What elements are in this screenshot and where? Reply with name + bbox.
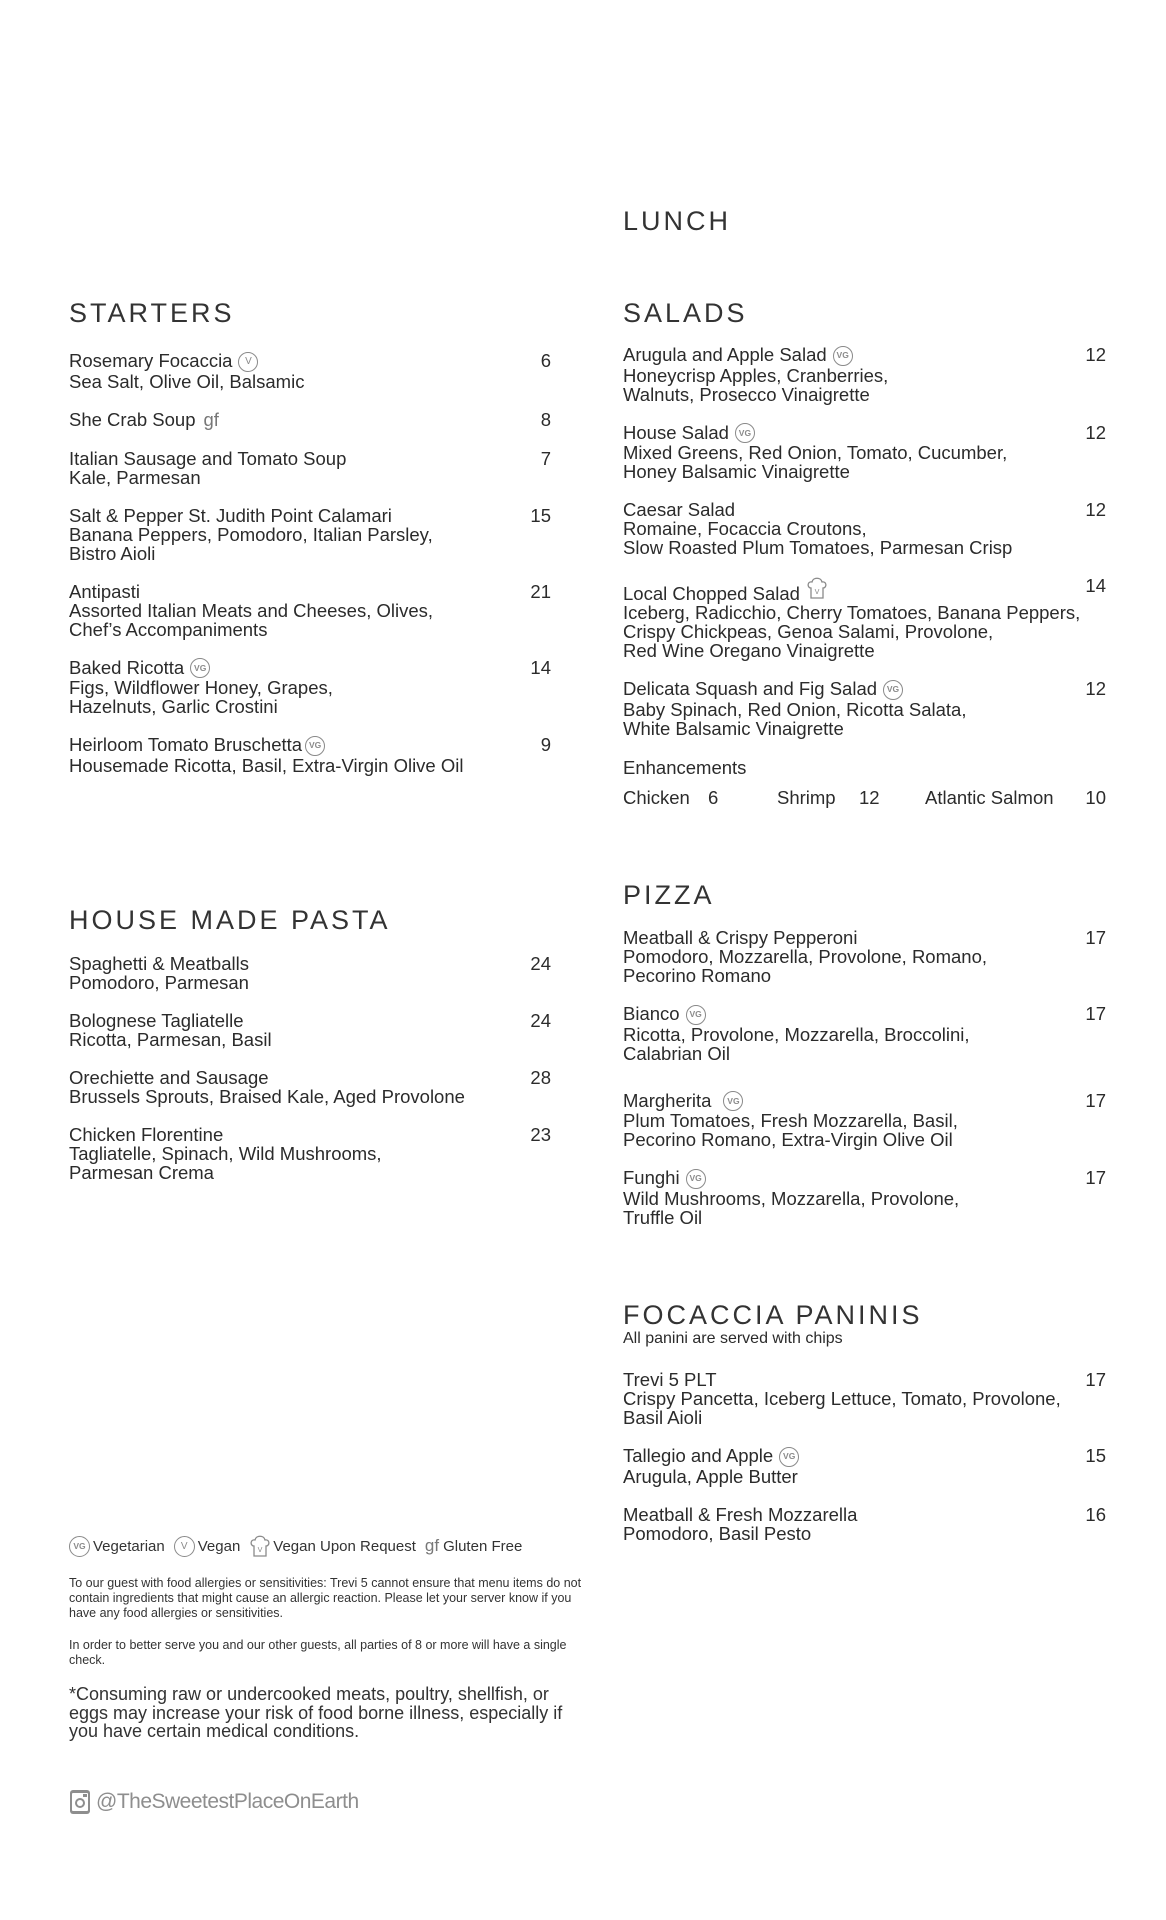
item-desc: Plum Tomatoes, Fresh Mozzarella, Basil, [623,1110,958,1131]
item-desc: Ricotta, Parmesan, Basil [69,1029,272,1050]
menu-item [623,576,1106,660]
vegan-upon-request-icon [806,576,828,600]
item-price: 21 [530,580,551,602]
item-name: Local Chopped Salad [623,583,800,604]
legend-label: Vegetarian [93,1537,165,1555]
gluten-free-mark: gf [424,1536,440,1555]
menu-item [69,735,551,775]
menu-item [623,928,1106,985]
item-name: Antipasti [69,580,140,602]
item-name: Bolognese Tagliatelle [69,1010,244,1031]
menu-item [623,500,1106,557]
item-desc: Baby Spinach, Red Onion, Ricotta Salata, [623,698,967,720]
legend-label: Vegan Upon Request [273,1537,416,1555]
item-desc: Kale, Parmesan [69,466,201,488]
enhancement-name: Chicken [623,786,690,808]
vegan-upon-request-icon [249,1533,271,1559]
item-price: 17 [1085,1167,1106,1188]
item-desc: Pomodoro, Basil Pesto [623,1522,812,1544]
parties-note: In order to better serve you and our other guests, all parties of 8 or more will have a single check. [69,1638,567,1667]
diet-legend [69,1533,589,1559]
vegetarian-icon: VG [883,680,903,700]
item-price: 12 [1085,421,1106,443]
instagram-icon [69,1788,91,1816]
item-desc: Calabrian Oil [623,1042,730,1064]
item-desc: Pecorino Romano [623,965,772,986]
item-name: Funghi [623,1167,680,1188]
item-name: House Salad [623,421,729,443]
item-price: 28 [530,1067,551,1088]
vegetarian-icon: VG [305,736,325,756]
menu-item [69,1068,551,1106]
vegetarian-icon: VG [190,658,210,678]
item-price: 24 [530,953,551,974]
legend-gluten-free [425,1536,522,1556]
item-desc: White Balsamic Vinaigrette [623,717,844,739]
item-desc: Tagliatelle, Spinach, Wild Mushrooms, [69,1143,382,1164]
item-desc: Arugula, Apple Butter [623,1465,798,1487]
item-price: 9 [540,734,551,755]
section-title-pizza: PIZZA [623,880,715,910]
item-price: 14 [530,656,551,678]
menu-item [623,1370,1106,1427]
section-title-starters: STARTERS [69,298,235,328]
item-desc: Iceberg, Radicchio, Cherry Tomatoes, Banana Peppers, [623,602,1081,623]
enhancements [623,757,1106,809]
enhancement-price: 6 [708,786,719,808]
legend-label: Vegan [197,1537,241,1555]
menu-item [69,506,551,563]
item-name: Salt & Pepper St. Judith Point Calamari [69,504,392,526]
menu-title-block [623,206,1106,236]
item-price: 24 [530,1010,551,1031]
item-price: 8 [540,408,551,430]
vegetarian-icon: VG [686,1169,706,1189]
item-price: 17 [1085,1003,1106,1024]
menu-item [623,1091,1106,1150]
vegetarian-icon: VG [723,1091,743,1111]
item-desc: Assorted Italian Meats and Cheeses, Olives, [69,599,434,621]
item-desc: Ricotta, Provolone, Mozzarella, Broccolini, [623,1023,970,1045]
item-name: Margherita [623,1089,712,1111]
enhancements-title: Enhancements [623,756,747,778]
section-title-salads: SALADS [623,298,748,328]
item-name: She Crab Soup [69,408,196,430]
pasta-list [69,954,551,1182]
starters-list [69,351,551,775]
item-desc: Crispy Pancetta, Iceberg Lettuce, Tomato, Provolone, [623,1388,1061,1409]
enhancement-price: 12 [859,786,880,808]
item-name: Meatball & Fresh Mozzarella [623,1503,858,1525]
vegetarian-icon: VG [735,423,755,443]
item-price: 23 [530,1124,551,1145]
starters-section [69,298,551,794]
social-handle-text: @TheSweetestPlaceOnEarth [96,1789,359,1813]
menu-item [623,1505,1106,1543]
salads-list [623,345,1106,738]
legend-label: Gluten Free [443,1537,523,1555]
item-desc: Wild Mushrooms, Mozzarella, Provolone, [623,1187,960,1209]
item-desc: Mixed Greens, Red Onion, Tomato, Cucumber, [623,442,1008,463]
menu-item [623,1168,1106,1227]
vegetarian-icon: VG [833,346,853,366]
enhancement-name: Atlantic Salmon [925,786,1054,808]
section-title-pasta: HOUSE MADE PASTA [69,905,391,935]
item-price: 12 [1085,678,1106,699]
menu-item [69,351,551,391]
item-name: Spaghetti & Meatballs [69,953,249,974]
vegan-icon: V [238,352,258,372]
item-name: Italian Sausage and Tomato Soup [69,447,347,469]
item-desc: Pecorino Romano, Extra-Virgin Olive Oil [623,1129,953,1150]
menu-item [69,1011,551,1049]
menu-item [69,658,551,717]
item-desc: Figs, Wildflower Honey, Grapes, [69,677,333,698]
paninis-list [623,1370,1106,1543]
vegetarian-icon: VG [686,1005,706,1025]
item-desc: Red Wine Oregano Vinaigrette [623,640,875,661]
item-price: 16 [1085,1503,1106,1525]
vegetarian-icon: VG [779,1447,799,1467]
item-desc: Sea Salt, Olive Oil, Balsamic [69,370,305,392]
section-title-paninis: FOCACCIA PANINIS [623,1300,923,1330]
item-name: Rosemary Focaccia [69,350,233,371]
paninis-subtitle: All panini are served with chips [623,1330,843,1347]
item-desc: Parmesan Crema [69,1162,214,1183]
item-desc: Truffle Oil [623,1206,703,1228]
menu-item [623,345,1106,404]
item-price: 17 [1085,1369,1106,1390]
item-name: Bianco [623,1003,680,1024]
item-desc: Hazelnuts, Garlic Crostini [69,696,278,717]
menu-item [69,410,551,429]
enhancement-name: Shrimp [777,786,836,808]
menu-item [69,449,551,487]
menu-item [623,679,1106,738]
item-desc: Pomodoro, Mozzarella, Provolone, Romano, [623,946,988,967]
paninis-section [623,1300,1106,1562]
item-price: 15 [530,504,551,526]
item-desc: Brussels Sprouts, Braised Kale, Aged Provolone [69,1086,465,1107]
pizza-list [623,928,1106,1227]
menu-item [623,1446,1106,1486]
item-desc: Housemade Ricotta, Basil, Extra-Virgin Olive Oil [69,754,464,776]
item-price: 6 [540,350,551,371]
menu-item [69,582,551,639]
item-desc: Basil Aioli [623,1407,703,1428]
item-desc: Chef’s Accompaniments [69,618,268,640]
legend-vegan-request [249,1533,416,1559]
pizza-section [623,880,1106,1246]
item-name: Delicata Squash and Fig Salad [623,678,878,699]
item-desc: Walnuts, Prosecco Vinaigrette [623,383,870,405]
menu-item [69,954,551,992]
item-desc: Crispy Chickpeas, Genoa Salami, Provolone, [623,621,994,642]
item-name: Trevi 5 PLT [623,1369,717,1390]
item-name: Tallegio and Apple [623,1445,774,1466]
item-name: Meatball & Crispy Pepperoni [623,927,858,948]
svg-text:V: V [257,1546,263,1554]
menu-item [623,423,1106,482]
item-price: 17 [1085,1089,1106,1111]
svg-text:V: V [814,588,820,596]
legend-vegetarian [69,1536,165,1557]
pasta-section [69,905,551,1201]
item-name: Caesar Salad [623,499,736,520]
gluten-free-mark: gf [203,408,219,430]
item-desc: Slow Roasted Plum Tomatoes, Parmesan Crisp [623,537,1013,558]
menu-item [69,1125,551,1182]
enhancements-row [623,787,1106,809]
item-desc: Honey Balsamic Vinaigrette [623,461,850,482]
salads-section [623,298,1106,809]
vegan-icon: V [174,1536,195,1557]
enhancement-price: 10 [1085,786,1106,808]
item-price: 7 [540,447,551,469]
item-desc: Honeycrisp Apples, Cranberries, [623,364,889,386]
item-price: 12 [1085,499,1106,520]
item-price: 15 [1085,1445,1106,1466]
footer-notes [69,1533,589,1816]
legend-vegan [174,1536,241,1557]
item-desc: Bistro Aioli [69,542,156,564]
item-desc: Romaine, Focaccia Croutons, [623,518,867,539]
raw-food-warning: *Consuming raw or undercooked meats, poultry, shellfish, or eggs may increase your risk of food borne illness, especially if you have certain medical conditions. [69,1684,563,1741]
item-price: 12 [1085,344,1106,365]
allergy-note: To our guest with food allergies or sensitivities: Trevi 5 cannot ensure that menu items do not contain ingredients that might cause an allergic reaction. Please let your server know if you have any food allergies or sensitivities. [69,1576,582,1620]
menu-item [623,1004,1106,1063]
item-price: 17 [1085,927,1106,948]
item-name: Heirloom Tomato Bruschetta [69,734,303,755]
item-price: 14 [1085,575,1106,596]
menu-title: LUNCH [623,206,732,236]
item-name: Orechiette and Sausage [69,1067,269,1088]
item-name: Chicken Florentine [69,1124,224,1145]
vegetarian-icon: VG [69,1536,90,1557]
item-desc: Banana Peppers, Pomodoro, Italian Parsley, [69,523,433,545]
social-handle [69,1788,589,1816]
item-name: Baked Ricotta [69,656,185,678]
item-desc: Pomodoro, Parmesan [69,972,249,993]
item-name: Arugula and Apple Salad [623,344,827,365]
